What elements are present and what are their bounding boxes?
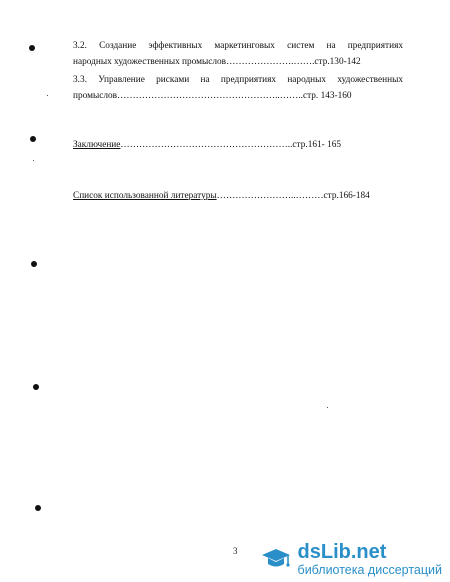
page-number: 3 (233, 546, 238, 556)
toc-conclusion-title[interactable]: Заключение (73, 140, 121, 150)
punch-hole-mark (35, 505, 41, 511)
toc-entry-references (73, 190, 370, 202)
punch-hole-mark (33, 384, 39, 390)
punch-hole-mark (29, 45, 35, 51)
toc-conclusion-pages: ………………………………………………..стр.161- 165 (120, 140, 342, 150)
toc-entry-3-3-line1: 3.3. Управление рисками на предприятиях народных художественных (73, 75, 403, 85)
toc-entry-conclusion (73, 139, 341, 151)
toc-references-title[interactable]: Список использованной литературы (73, 191, 217, 201)
punch-hole-mark (30, 136, 36, 142)
toc-entry-3-2-line1: 3.2. Создание эффективных маркетинговых систем на предприятиях (73, 41, 403, 51)
scan-speck (47, 95, 48, 96)
toc-references-pages: ……………………..………стр.166-184 (216, 191, 370, 201)
toc-entry-3-3-line2: промыслов……………………………………………..……..стр. 143-160 (73, 91, 352, 101)
toc-entry-3-2-line2: народных художественных промыслов………………….…….стр.130-142 (73, 57, 361, 67)
dslib-watermark (260, 542, 442, 577)
watermark-brand: dsLib.net (297, 540, 387, 563)
watermark-subtitle: библиотека диссертаций (297, 562, 442, 577)
scan-speck (327, 407, 328, 408)
punch-hole-mark (31, 261, 37, 267)
scan-speck (33, 160, 34, 161)
graduation-cap-icon (260, 543, 292, 575)
